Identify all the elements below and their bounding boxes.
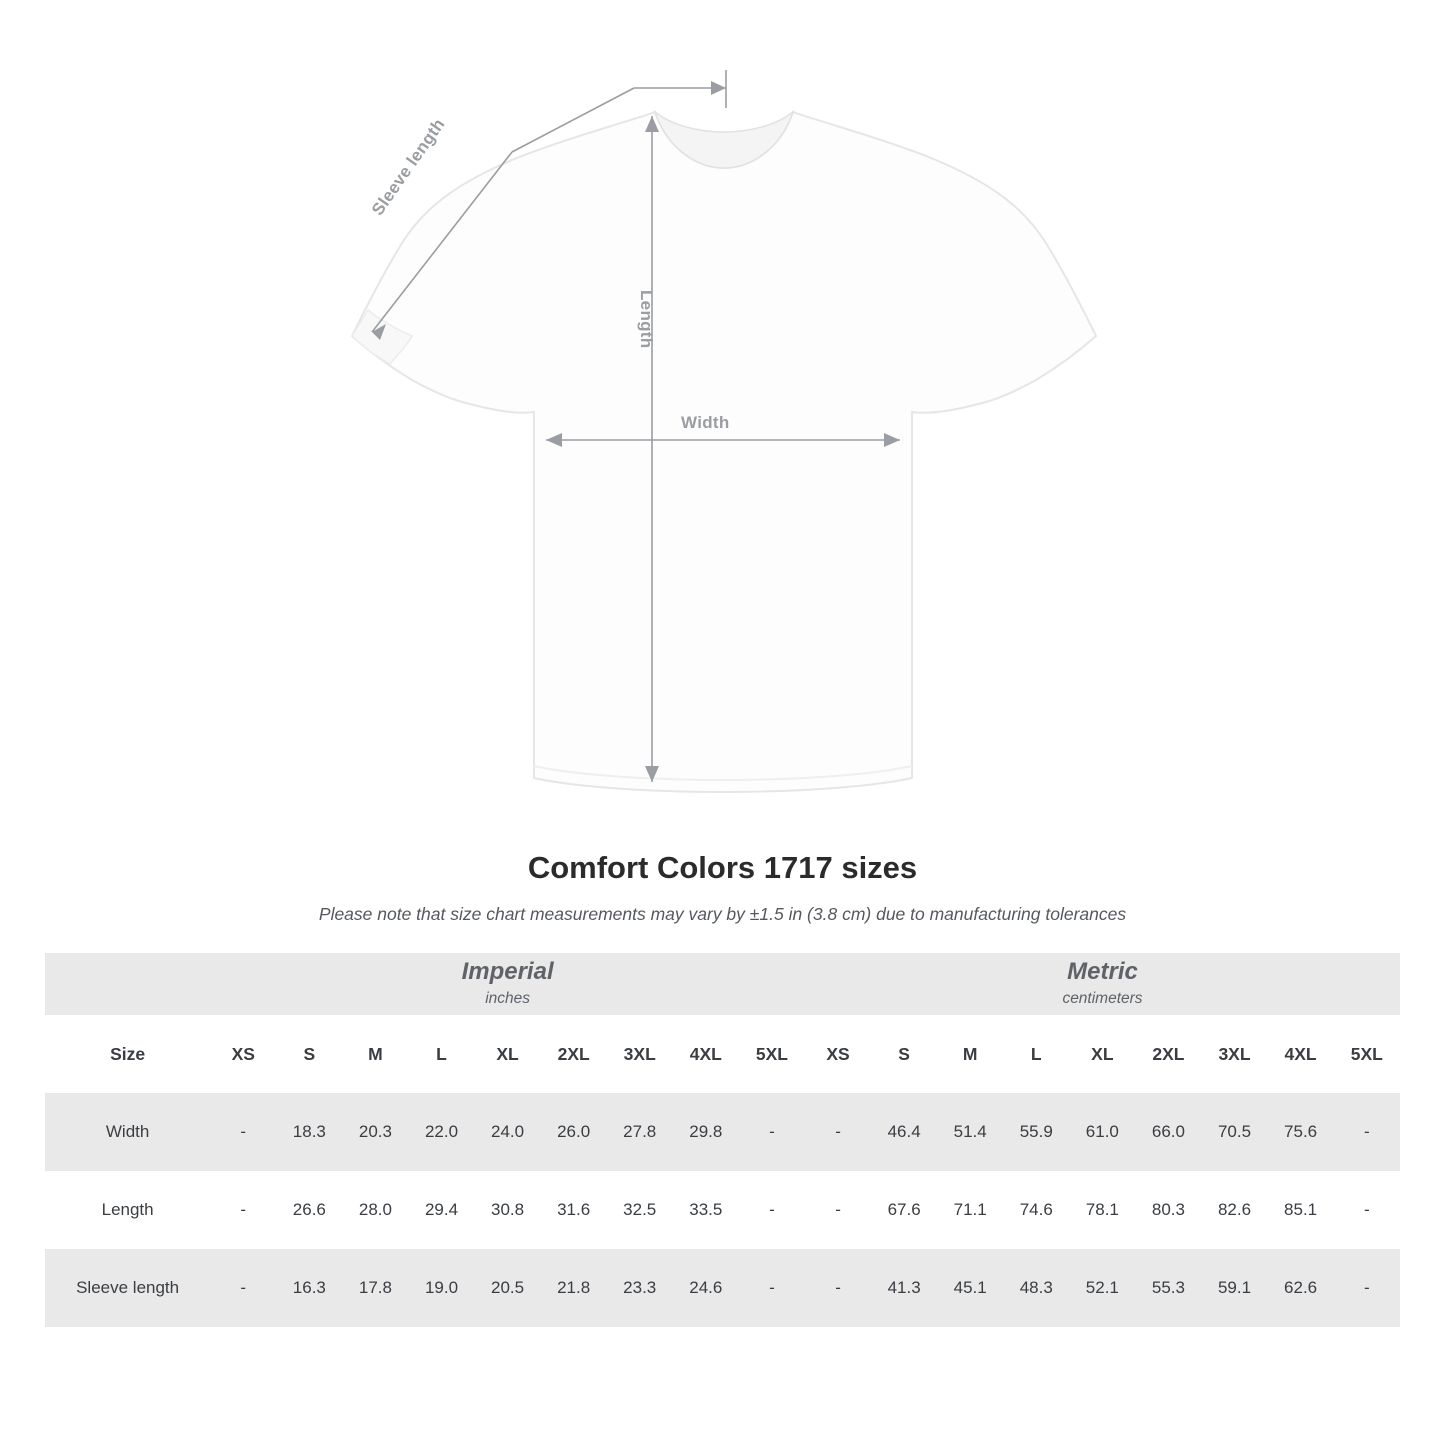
cell: 66.0	[1135, 1093, 1201, 1171]
size-header-cell: S	[871, 1015, 937, 1093]
unit-header-imperial	[210, 953, 805, 1015]
size-header-cell: 2XL	[541, 1015, 607, 1093]
cell: 18.3	[276, 1093, 342, 1171]
cell: 17.8	[342, 1249, 408, 1327]
cell: -	[739, 1249, 805, 1327]
size-header-cell: 3XL	[1201, 1015, 1267, 1093]
cell: 26.0	[541, 1093, 607, 1171]
imperial-title: Imperial	[461, 957, 554, 985]
size-header-cell: M	[937, 1015, 1003, 1093]
cell: 28.0	[342, 1171, 408, 1249]
cell: 62.6	[1268, 1249, 1334, 1327]
cell: 67.6	[871, 1171, 937, 1249]
imperial-subtitle: inches	[485, 989, 531, 1007]
size-header-cell: S	[276, 1015, 342, 1093]
cell: 24.6	[673, 1249, 739, 1327]
cell: 85.1	[1268, 1171, 1334, 1249]
cell: -	[210, 1171, 276, 1249]
size-header-cell: 4XL	[673, 1015, 739, 1093]
size-header-cell: L	[1003, 1015, 1069, 1093]
cell: 80.3	[1135, 1171, 1201, 1249]
width-dimension-label: Width	[681, 413, 730, 432]
cell: 29.8	[673, 1093, 739, 1171]
cell: -	[805, 1249, 871, 1327]
cell: -	[1334, 1171, 1400, 1249]
cell: 74.6	[1003, 1171, 1069, 1249]
length-dimension-label: Length	[637, 290, 656, 349]
cell: 48.3	[1003, 1249, 1069, 1327]
size-chart-table	[45, 953, 1400, 1327]
size-header-cell: 5XL	[1334, 1015, 1400, 1093]
cell: 26.6	[276, 1171, 342, 1249]
table-row	[45, 1093, 1400, 1171]
cell: 32.5	[607, 1171, 673, 1249]
cell: -	[1334, 1093, 1400, 1171]
cell: 61.0	[1069, 1093, 1135, 1171]
cell: 82.6	[1201, 1171, 1267, 1249]
cell: -	[210, 1093, 276, 1171]
unit-header-row	[45, 953, 1400, 1015]
row-label-sleeve-length: Sleeve length	[45, 1249, 210, 1327]
size-header-cell: 4XL	[1268, 1015, 1334, 1093]
cell: 29.4	[408, 1171, 474, 1249]
size-header-label: Size	[45, 1015, 210, 1093]
cell: 45.1	[937, 1249, 1003, 1327]
unit-header-metric	[805, 953, 1400, 1015]
cell: -	[1334, 1249, 1400, 1327]
cell: -	[805, 1093, 871, 1171]
unit-header-spacer	[45, 953, 210, 1015]
cell: 19.0	[408, 1249, 474, 1327]
cell: 55.9	[1003, 1093, 1069, 1171]
cell: 20.3	[342, 1093, 408, 1171]
metric-subtitle: centimeters	[1062, 989, 1143, 1007]
cell: 59.1	[1201, 1249, 1267, 1327]
cell: 33.5	[673, 1171, 739, 1249]
size-header-cell: 3XL	[607, 1015, 673, 1093]
cell: 51.4	[937, 1093, 1003, 1171]
cell: 20.5	[475, 1249, 541, 1327]
row-label-length: Length	[45, 1171, 210, 1249]
size-header-cell: M	[342, 1015, 408, 1093]
cell: -	[805, 1171, 871, 1249]
cell: 21.8	[541, 1249, 607, 1327]
size-header-cell: XL	[475, 1015, 541, 1093]
cell: 24.0	[475, 1093, 541, 1171]
metric-title: Metric	[1067, 957, 1138, 985]
cell: 23.3	[607, 1249, 673, 1327]
table-row	[45, 1171, 1400, 1249]
cell: 55.3	[1135, 1249, 1201, 1327]
cell: 46.4	[871, 1093, 937, 1171]
size-chart-table-wrapper	[45, 953, 1400, 1327]
cell: 41.3	[871, 1249, 937, 1327]
cell: 78.1	[1069, 1171, 1135, 1249]
cell: 71.1	[937, 1171, 1003, 1249]
cell: 30.8	[475, 1171, 541, 1249]
cell: -	[739, 1093, 805, 1171]
cell: -	[210, 1249, 276, 1327]
cell: 16.3	[276, 1249, 342, 1327]
cell: 70.5	[1201, 1093, 1267, 1171]
tolerance-note: Please note that size chart measurements may vary by ±1.5 in (3.8 cm) due to manufacturing tolerances	[318, 904, 1127, 924]
size-header-row	[45, 1015, 1400, 1093]
size-header-cell: XS	[210, 1015, 276, 1093]
size-header-cell: L	[408, 1015, 474, 1093]
page-title: Comfort Colors 1717 sizes	[527, 850, 918, 885]
cell: 75.6	[1268, 1093, 1334, 1171]
size-header-cell: 5XL	[739, 1015, 805, 1093]
sleeve-length-dimension-label: Sleeve length	[368, 115, 449, 219]
row-label-width: Width	[45, 1093, 210, 1171]
cell: -	[739, 1171, 805, 1249]
cell: 27.8	[607, 1093, 673, 1171]
size-header-cell: XL	[1069, 1015, 1135, 1093]
cell: 52.1	[1069, 1249, 1135, 1327]
size-header-cell: 2XL	[1135, 1015, 1201, 1093]
table-row	[45, 1249, 1400, 1327]
size-header-cell: XS	[805, 1015, 871, 1093]
cell: 31.6	[541, 1171, 607, 1249]
cell: 22.0	[408, 1093, 474, 1171]
